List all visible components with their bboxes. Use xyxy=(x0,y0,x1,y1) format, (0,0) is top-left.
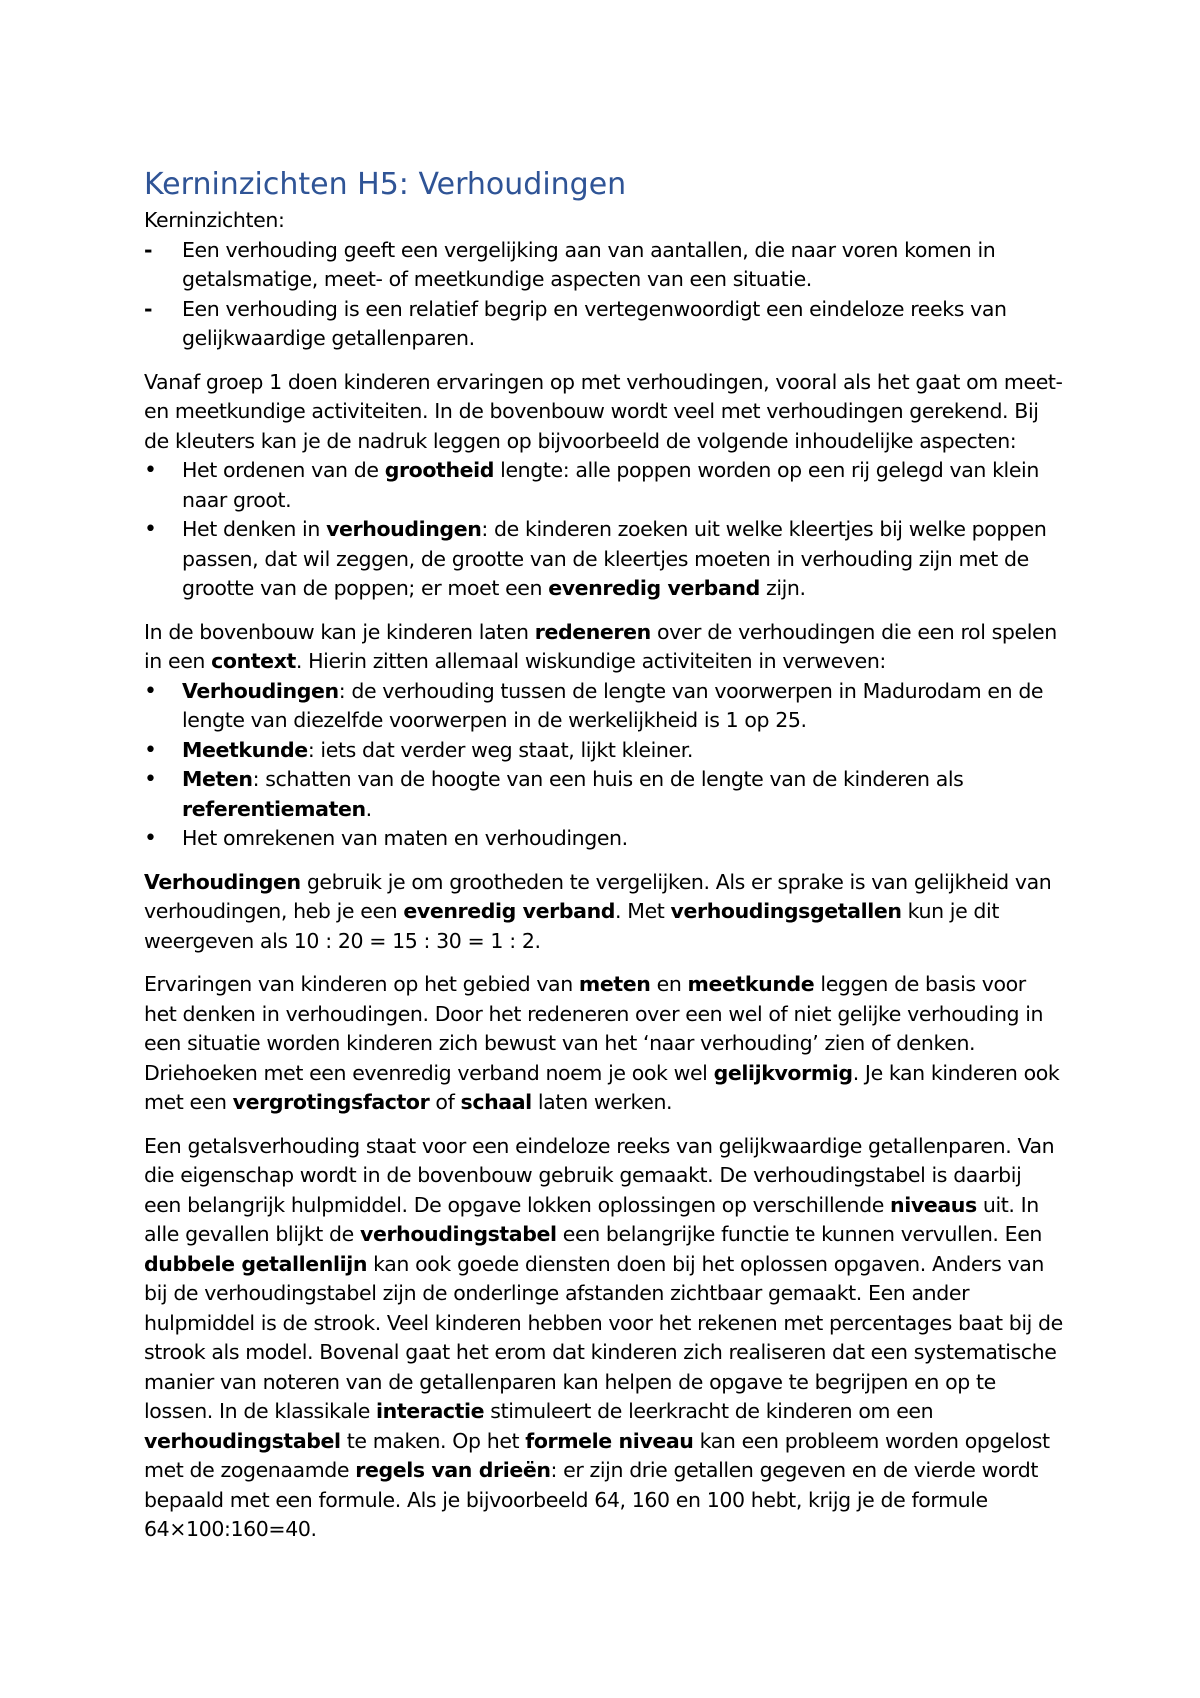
paragraph-text: over de verhoudingen die een rol spelen in een xyxy=(144,619,1057,673)
dash-marker: - xyxy=(144,237,153,262)
paragraph-text: . Je kan kinderen ook met een xyxy=(144,1060,1060,1114)
bold-term: gelijkvormig xyxy=(713,1060,853,1085)
bold-term: redeneren xyxy=(534,619,651,644)
bullet-marker: • xyxy=(144,517,157,542)
list-item xyxy=(144,736,1064,766)
bold-term: evenredig verband xyxy=(403,899,616,923)
bold-term: schaal xyxy=(460,1090,532,1114)
paragraph-text: en xyxy=(650,972,688,996)
dash-marker: - xyxy=(144,296,153,321)
paragraph xyxy=(144,970,1064,1118)
document-page xyxy=(144,166,1064,1545)
bold-term: regels van drieën xyxy=(355,1458,551,1482)
list-item xyxy=(144,677,1064,736)
paragraph-text: gebruik je om grootheden te vergelijken. Als er sprake is van gelijkheid van verhoudingen, heb je een xyxy=(144,869,1052,923)
paragraph-text: Ervaringen van kinderen op het gebied van xyxy=(144,972,579,996)
paragraph: Vanaf groep 1 doen kinderen ervaringen op met verhoudingen, vooral als het gaat om meet- en meetkundige activiteiten. In de bovenbouw wordt veel met verhoudingen gerekend. Bij de kleuters kan je de nadruk leggen op bijvoorbeeld de volgende inhoudelijke aspecten: xyxy=(144,369,1063,453)
bullet-marker: • xyxy=(144,737,157,763)
bold-term: Meten xyxy=(182,767,253,791)
paragraph-text: te maken. Op het xyxy=(340,1428,526,1453)
paragraph-text: . Hierin zitten allemaal wiskundige activiteiten in verweven: xyxy=(295,649,886,673)
page-title: Kerninzichten H5: Verhoudingen xyxy=(144,167,627,202)
list-item xyxy=(144,515,1064,604)
paragraph-text: leggen de basis voor het denken in verhoudingen. Door het redeneren over een wel of niet gelijke verhouding in een situatie worden kinderen zich bewust van het ‘naar verhouding’ zien of denken. Driehoeken met een evenredig verband noem je ook wel xyxy=(144,972,1044,1085)
subheading: Kerninzichten: xyxy=(144,208,285,232)
paragraph-text: of xyxy=(429,1090,461,1114)
dash-list xyxy=(144,236,1064,354)
bold-term: context xyxy=(211,649,296,673)
list-item xyxy=(144,295,1064,354)
bold-term: Verhoudingen xyxy=(144,869,301,894)
bold-term: meetkunde xyxy=(687,972,815,996)
bold-term: formele niveau xyxy=(525,1428,694,1453)
bold-term: interactie xyxy=(376,1399,485,1423)
bold-term: grootheid xyxy=(384,458,495,482)
paragraph-text: kan een probleem worden opgelost met de zogenaamde xyxy=(144,1428,1050,1482)
bullet-marker: • xyxy=(144,458,157,483)
paragraph-text: Een getalsverhouding staat voor een eindeloze reeks van gelijkwaardige getallenparen. Van die eigenschap wordt in de bovenbouw gebruik gemaakt. De verhoudingstabel is daarbij een belangrijk hulpmiddel. De opgave lokken oplossingen op verschillende xyxy=(144,1133,1055,1217)
list-item-text: Het omrekenen van maten en verhoudingen. xyxy=(182,826,628,850)
paragraph-text: . Met xyxy=(615,899,671,923)
list-item-text: Een verhouding geeft een vergelijking aan van aantallen, die naar voren komen in getalsmatige, meet- of meetkundige aspecten van een situatie. xyxy=(182,237,996,291)
list-item-text: : de verhouding tussen de lengte van voorwerpen in Madurodam en de lengte van diezelfde voorwerpen in de werkelijkheid is 1 op 25. xyxy=(182,678,1044,732)
bold-term: verhoudingsgetallen xyxy=(670,899,902,923)
list-item xyxy=(144,824,1064,854)
list-item xyxy=(144,456,1064,515)
paragraph-text: uit. In alle gevallen blijkt de xyxy=(144,1192,1039,1246)
bold-term: verhoudingen xyxy=(326,517,482,541)
paragraph-text: kun je dit weergeven als 10 : 20 = 15 : 30 = 1 : 2. xyxy=(144,899,999,953)
bold-term: niveaus xyxy=(890,1192,977,1217)
bold-term: evenredig verband xyxy=(548,576,760,600)
paragraph-text: laten werken. xyxy=(531,1090,673,1114)
bold-term: Meetkunde xyxy=(182,737,308,762)
list-item-text: Het denken in xyxy=(182,517,327,541)
bullet-marker: • xyxy=(144,678,157,704)
bold-term: vergrotingsfactor xyxy=(232,1090,430,1114)
list-item-text: zijn. xyxy=(759,576,806,600)
paragraph-text: een belangrijke functie te kunnen vervullen. Een xyxy=(556,1222,1043,1246)
list-item-text: Een verhouding is een relatief begrip en vertegenwoordigt een eindeloze reeks van gelijkwaardige getallenparen. xyxy=(182,296,1007,350)
bullet-list xyxy=(144,456,1064,604)
paragraph-text: stimuleert de leerkracht de kinderen om een xyxy=(484,1399,934,1423)
bullet-marker: • xyxy=(144,826,157,851)
list-item-text: lengte: alle poppen worden op een rij gelegd van klein naar groot. xyxy=(182,458,1039,512)
list-item-text: : de kinderen zoeken uit welke kleertjes bij welke poppen passen, dat wil zeggen, de grootte van de kleertjes moeten in verhouding zijn met de grootte van de poppen; er moet een xyxy=(182,517,1047,600)
paragraph xyxy=(144,1132,1064,1545)
bold-term: Verhoudingen xyxy=(182,678,339,703)
bullet-list xyxy=(144,677,1064,854)
paragraph-text: kan ook goede diensten doen bij het oplossen opgaven. Anders van bij de verhoudingstabel zijn de onderlinge afstanden zichtbaar gemaakt. Een ander hulpmiddel is de strook. Veel kinderen hebben voor het rekenen met percentages baat bij de strook als model. Bovenal gaat het erom dat kinderen zich realiseren dat een systematische manier van noteren van de getallenparen kan helpen de opgave te begrijpen en op te lossen. In de klassikale xyxy=(144,1251,1063,1423)
list-item xyxy=(144,236,1064,295)
paragraph xyxy=(144,868,1064,957)
paragraph-text: : er zijn drie getallen gegeven en de vierde wordt bepaald met een formule. Als je bijvoorbeeld 64, 160 en 100 hebt, krijg je de formule 64×100:160=40. xyxy=(144,1458,1039,1541)
bold-term: dubbele getallenlijn xyxy=(144,1251,368,1276)
paragraph-text: In de bovenbouw kan je kinderen laten xyxy=(144,619,535,644)
list-item-text: Het ordenen van de xyxy=(182,458,385,482)
list-item xyxy=(144,765,1064,824)
bold-term: meten xyxy=(578,972,651,996)
bullet-marker: • xyxy=(144,767,157,792)
paragraph xyxy=(144,618,1064,677)
list-item-text: . xyxy=(365,796,372,821)
list-item-text: : iets dat verder weg staat, lijkt kleiner. xyxy=(307,737,693,762)
bold-term: verhoudingstabel xyxy=(359,1222,557,1246)
list-item-text: : schatten van de hoogte van een huis en de lengte van de kinderen als xyxy=(252,767,964,791)
bold-term: referentiematen xyxy=(182,796,366,821)
bold-term: verhoudingstabel xyxy=(144,1428,341,1453)
